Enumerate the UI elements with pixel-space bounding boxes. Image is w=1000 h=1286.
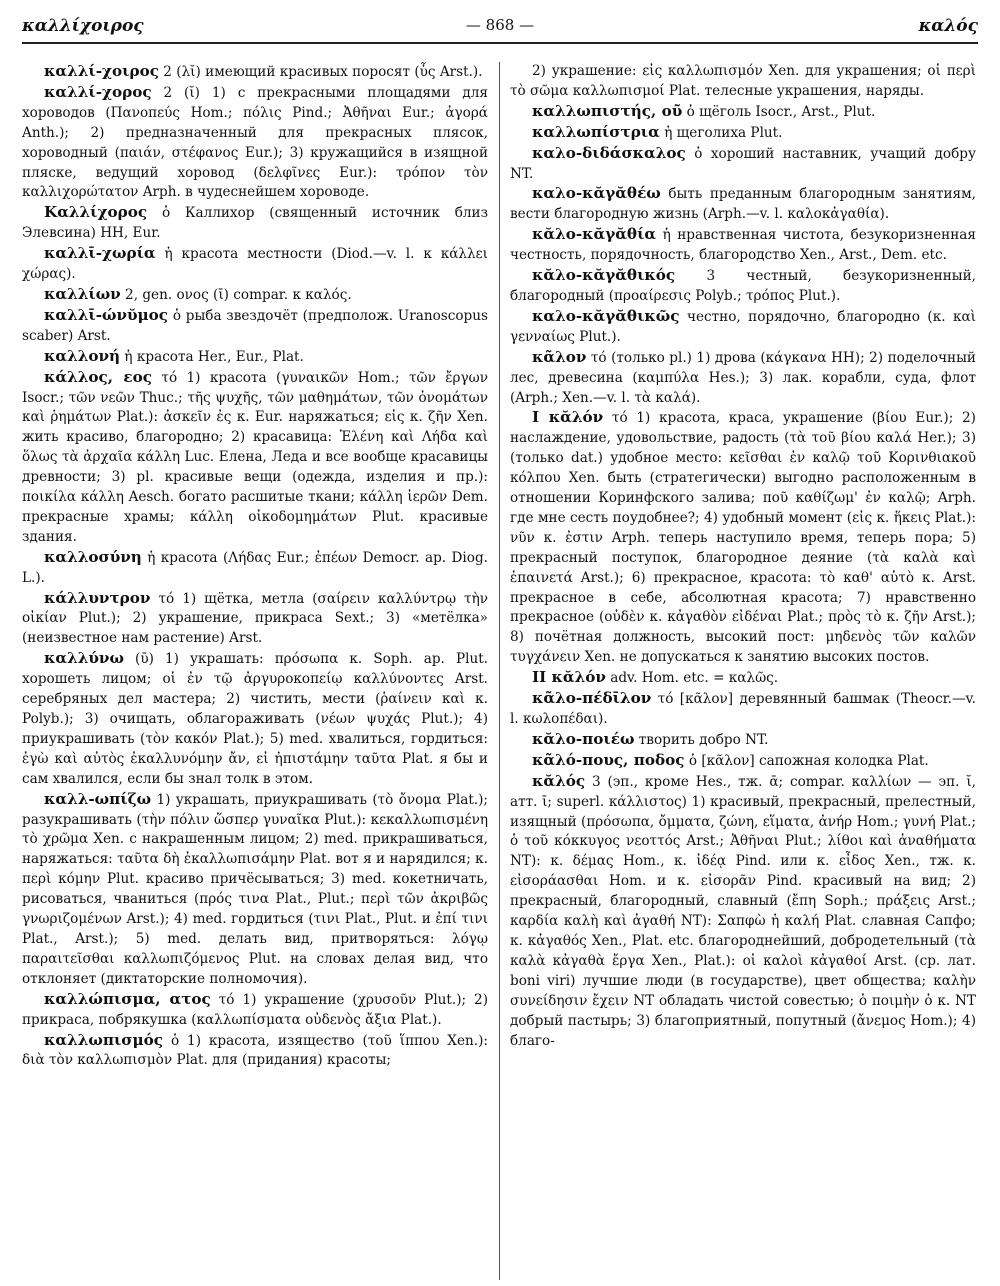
entry-definition: 2 (λῐ) имеющий красивых поросят (ὗς Arst.). <box>163 64 483 80</box>
dictionary-entry <box>22 62 488 83</box>
dictionary-entry <box>510 184 976 225</box>
entry-headword: καλλί-χορος <box>44 82 152 101</box>
dictionary-entry <box>510 689 976 730</box>
entry-definition: ἡ нравственная чистота, безукоризненная честность, порядочность, благородство Xen., Arst., Dem. etc. <box>510 227 976 264</box>
entry-headword: καλλονή <box>44 346 121 365</box>
entry-definition: 2) украшение: εἰς καλλωπισμόν Xen. для украшения; οἱ περὶ τὸ σῶμα καλλωπισμοί Plat. телесные украшения, наряды. <box>510 63 976 99</box>
entry-definition: честно, порядочно, благородно (κ. καὶ γενναίως Plut.). <box>510 308 976 345</box>
dictionary-entry <box>22 203 488 244</box>
dictionary-entry <box>510 307 976 348</box>
entry-headword: Καλλίχορος <box>44 203 148 222</box>
entry-definition: 2, gen. ονος (ῑ) compar. к καλός. <box>125 286 352 303</box>
entry-definition: (ῡ) 1) украшать: πρόσωπα κ. Soph. ap. Plut. хорошеть лицом; οἱ ἐν τῷ ἀργυροκοπείῳ καλλύνοντες Arst. серебряных дел мастера; 2) чистить, мести (ῥαίνειν καὶ κ. Polyb.); 3) очищать, облагораживать (νέων ψυχάς Plut.); 4) приукрашивать (τὸν κακόν Plat.); 5) med. хвалиться, гордиться: ἐγὼ καὶ αὐτὸς ἐκαλλυνόμην ἄν, εἰ ἠπιστάμην ταῦτα Plat. я бы и сам хвалился, если бы знал толк в этом. <box>22 651 488 787</box>
dictionary-entry <box>22 990 488 1031</box>
entry-headword: καλλωπισμός <box>44 1030 163 1049</box>
entry-headword: καλο-κᾰγᾰθικῶς <box>532 306 680 325</box>
entry-headword: κάλλυντρον <box>44 588 151 607</box>
entry-headword: καλλοσύνη <box>44 547 142 566</box>
dictionary-columns <box>22 62 978 1280</box>
dictionary-entry <box>22 306 488 347</box>
dictionary-entry <box>510 102 976 123</box>
dictionary-entry <box>22 368 488 548</box>
entry-headword: κᾰλο-κᾰγᾰθία <box>532 225 657 244</box>
entry-definition: 2 (ῐ) 1) с прекрасными площадями для хороводов (Πανοπεύς Hom.; πόλις Pind.; Ἀθῆναι Eur.; ἀγορά Anth.); 2) предназначенный для прекрасных плясок, хороводный (παιάν, στέφανος Eur.); 3) кружащийся в изящной пляске, ведущий хоровод (δελφῖνες Eur.): τρόπον τὸν καλλιχορώτατον Arph. в чудеснейшем хороводе. <box>22 84 488 201</box>
entry-definition: ὁ щёголь Isocr., Arst., Plut. <box>686 103 876 120</box>
dictionary-entry <box>510 123 976 144</box>
entry-definition: ἡ красота (Λήδας Eur.; ἐπέων Democr. ap. Diog. L.). <box>22 549 488 586</box>
page-header <box>22 8 978 44</box>
entry-headword: καλλῑ-χωρία <box>44 244 156 263</box>
entry-headword: καλλώπισμα, ατος <box>44 989 211 1008</box>
dictionary-entry <box>22 285 488 306</box>
dictionary-entry <box>22 347 488 368</box>
dictionary-entry <box>22 548 488 589</box>
entry-headword: κᾶλό-πους, ποδος <box>532 750 685 769</box>
dictionary-entry <box>22 589 488 650</box>
entry-headword: I κᾰλόν <box>532 408 604 427</box>
entry-headword: καλλωπιστής, οῦ <box>532 101 683 120</box>
dictionary-entry <box>510 730 976 751</box>
right-column <box>510 62 976 1280</box>
dictionary-entry <box>510 408 976 668</box>
entry-headword: καλο-διδάσκαλος <box>532 143 686 162</box>
entry-definition: ἡ красота местности (Diod.—v. l. к κάλλει χώρας). <box>22 246 488 283</box>
entry-definition: ἡ щеголиха Plut. <box>664 124 783 141</box>
entry-headword: καλλί-χοιρος <box>44 62 159 80</box>
entry-headword: καλλύνω <box>44 649 124 668</box>
entry-definition: τό 1) щётка, метла (σαίρειν καλλύντρῳ τὴν οἰκίαν Plut.); 2) украшение, прикраса Sext.; 3) «метёлка» (неизвестное нам растение) Arst. <box>22 590 488 647</box>
entry-headword: II κᾰλόν <box>532 668 606 687</box>
dictionary-entry <box>510 144 976 185</box>
entry-headword: καλλῑ-ώνῠμος <box>44 305 169 324</box>
dictionary-entry <box>510 668 976 689</box>
entry-definition: 1) украшать, приукрашивать (τὸ ὄνομα Plat.); разукрашивать (τὴν πόλιν ὥσπερ γυναῖκα Plut.): κεκαλλωπισμένη τὸ χρῶμα Xen. с накрашенным лицом; 2) med. прикрашиваться, наряжаться: ταῦτα δὴ ἐκαλλωπισάμην Plat. вот я и нарядился; κ. περὶ κόμην Plut. красиво причёсываться; 3) med. кокетничать, рисоваться, чваниться (πρός τινα Plat., Plut.; περὶ τῶν ἀκριβῶς γνωριζομένων Arst.); 4) med. гордиться (τινι Plat., Plut. и ἐπί τινι Plat., Arst.); 5) med. делать вид, притворяться: λόγῳ παραιτεῖσθαι καλλωπιζόμενος Plut. на словах делая вид, что отклоняет (диктаторские полномочия). <box>22 791 488 987</box>
dictionary-entry <box>510 751 976 772</box>
dictionary-entry <box>22 244 488 285</box>
dictionary-entry <box>510 772 976 1052</box>
entry-headword: κᾶλον <box>532 347 587 366</box>
entry-definition: ὁ Каллихор (священный источник близ Элевсина) HH, Eur. <box>22 205 488 242</box>
entry-headword: κᾰλο-ποιέω <box>532 729 635 748</box>
dictionary-entry <box>510 225 976 266</box>
running-head-left: καλλίχοιρος <box>22 16 144 36</box>
entry-definition: τό 1) красота, краса, украшение (βίου Eur.); 2) наслаждение, удовольствие, радость (τὰ τοῦ βίου καλά Her.); 3) (только dat.) удобное место: κεῖσθαι ἐν καλῷ τοῦ Κορινθιακοῦ κόλπου Xen. быть (стратегически) выгодно расположенным в отношении Коринфского залива; ποῦ καθίζωμ' ἐν καλῷ; Arph. где мне сесть поудобнее?; 4) удобный момент (εἰς κ. ἥκεις Plat.): νῦν κ. ἐστιν Arph. теперь наступило время, теперь пора; 5) прекрасный поступок, благородное деяние (τὰ καλὰ καὶ ἐπαινετά Arst.); 6) прекрасное, красота: τὸ καθ' αὑτὸ κ. Arst. прекрасное в себе, абсолютная красота; 7) нравственно прекрасное (οὐδὲν κ. κἀγαθὸν εἰδέναι Plat.; πρὸς τὸ κ. ζῆν Arst.); 8) почётная должность, высокий пост: μηδενὸς τῶν καλῶν τυγχάνειν Xen. не допускаться к занятию высоких постов. <box>510 410 976 666</box>
dictionary-entry <box>510 348 976 409</box>
running-head-right: καλός <box>918 16 978 36</box>
entry-definition: творить добро NT. <box>638 731 769 748</box>
entry-definition: 3 (эп., кроме Hes., тж. ᾱ; compar. καλλίων — эп. ῐ, атт. ῑ; superl. κάλλιστος) 1) красивый, прекрасный, прелестный, изящный (πρόσωπα, ὄμματα, ζώνη, εἵματα, ἀνήρ Hom.; γυνή Plat.; ὁ τοῦ κόκκυγος νεοττός Arst.; Ἀθῆναι Plut.; λίθοι καὶ ἀναθήματα NT): κ. δέμας Hom., κ. ἰδέᾳ Pind. или κ. εἶδος Xen., тж. κ. εἰσοράασθαι Hom. и κ. εἰσορᾶν Pind. красивый на вид; 2) прекрасный, благородный, славный (ἔπη Soph.; πράξεις Arst.; καρδία καλὴ καὶ ἀγαθή NT): Σαπφὼ ἡ καλή Plat. славная Сапфо; κ. κἀγαθός Xen., Plat. etc. благороднейший, добродетельный (τὰ καλὰ κἀγαθὰ ἔργα Xen., Plat.): οἱ καλοὶ κἀγαθοί Arst. (ср. лат. boni viri) лучшие люди (в государстве), цвет общества; καλὴν συνείδησιν ἔχειν NT обладать чистой совестью; ὁ ποιμὴν ὁ κ. NT добрый пастырь; 3) благоприятный, попутный (ἄνεμος Hom.); 4) благо- <box>510 773 976 1049</box>
entry-definition: τό [κᾶλον] деревянный башмак (Theocr.—v. l. κωλοπέδαι). <box>510 691 976 727</box>
entry-definition: adv. Hom. etc. = καλῶς. <box>610 670 779 687</box>
entry-headword: καλο-κᾰγᾰθέω <box>532 184 661 203</box>
left-column <box>22 62 488 1280</box>
entry-headword: κάλλος, εος <box>44 367 153 386</box>
dictionary-entry <box>510 266 976 307</box>
dictionary-entry <box>22 83 488 203</box>
entry-headword: κᾰλός <box>532 771 586 790</box>
dictionary-entry <box>510 62 976 102</box>
entry-definition: τό 1) украшение (χρυσοῦν Plut.); 2) прикраса, побрякушка (καλλωπίσματα οὐδενὸς ἄξια Plat.). <box>22 991 488 1028</box>
dictionary-entry <box>22 1031 488 1072</box>
entry-headword: καλλίων <box>44 284 121 303</box>
entry-definition: ὁ хороший наставник, учащий добру NT. <box>510 145 976 182</box>
entry-definition: ἡ красота Her., Eur., Plat. <box>124 348 304 365</box>
dictionary-entry <box>22 790 488 990</box>
entry-headword: καλλωπίστρια <box>532 122 660 141</box>
entry-definition: τό 1) красота (γυναικῶν Hom.; τῶν ἔργων Isocr.; τῶν νεῶν Thuc.; τῆς ψυχῆς, τῶν μαθημάτων, τῶν ὀνομάτων καὶ ῥημάτων Plat.): ἀσκεῖν ἐς κ. Eur. наряжаться; εἰς κ. ζῆν Xen. жить красиво, благородно; 2) красавица: Ἑλένη καὶ Λήδα καὶ ὅλως τὰ ἀρχαῖα κάλλη Luc. Елена, Леда и все вообще красавицы древности; 3) pl. красивые вещи (одежда, изделия и пр.): ποικίλα κάλλη Aesch. богато расшитые ткани; κάλλη ἱερῶν Dem. прекрасные храмы; κάλλη οἰκοδομημάτων Plut. красивые здания. <box>22 369 488 545</box>
dictionary-entry <box>22 649 488 789</box>
entry-headword: καλλ-ωπίζω <box>44 789 152 808</box>
entry-definition: τό (только pl.) 1) дрова (κάγκανα HH); 2) поделочный лес, древесина (καμπύλα Hes.); 3) лак. корабли, суда, флот (Arph.; Xen.—v. l. τὰ καλά). <box>510 349 976 406</box>
page-number: — 868 — <box>465 16 535 34</box>
entry-definition: 3 честный, безукоризненный, благородный (προαίρεσις Polyb.; τρόπος Plut.). <box>510 268 976 304</box>
entry-headword: κᾰλο-κᾰγᾰθικός <box>532 266 676 285</box>
column-divider <box>499 62 500 1280</box>
entry-definition: ὁ 1) красота, изящество (τοῦ ἵππου Xen.): διὰ τὸν καλλωπισμὸν Plat. для (придания) красоты; <box>22 1032 488 1069</box>
entry-definition: ὁ [κᾶλον] сапожная колодка Plat. <box>688 752 929 769</box>
entry-definition: ὁ рыба звездочёт (предполож. Uranoscopus scaber) Arst. <box>22 307 488 344</box>
entry-headword: κᾶλο-πέδῑλον <box>532 689 652 708</box>
entry-definition: быть преданным благородным занятиям, вести благородную жизнь (Arph.—v. l. καλοκἀγαθία). <box>510 186 976 223</box>
